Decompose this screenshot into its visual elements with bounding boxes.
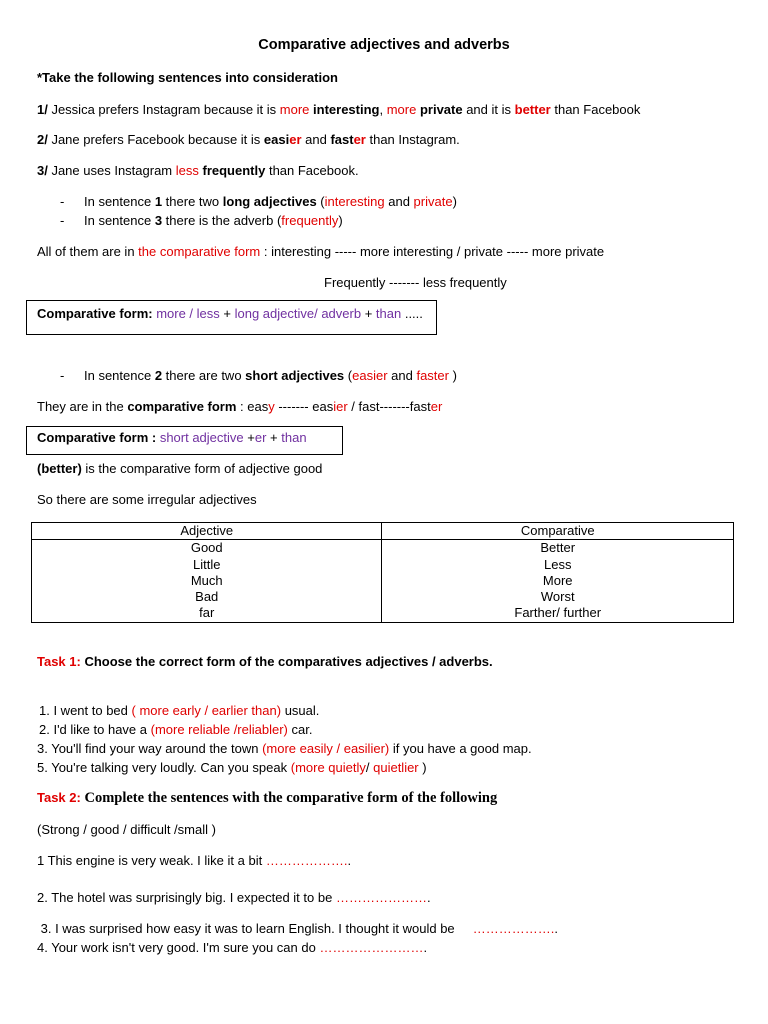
table-cell: Much (32, 573, 382, 589)
better-line: (better) is the comparative form of adjective good (37, 461, 323, 476)
table-cell: Worst (382, 589, 734, 605)
table-cell: Farther/ further (382, 605, 734, 622)
table-row (32, 540, 734, 557)
answer-blank: ………………. (265, 853, 348, 868)
task-2-item: 2. The hotel was surprisingly big. I expected it to be …………………. (37, 890, 431, 905)
irregular-adjectives-table (31, 522, 734, 623)
sentence-number: 2/ (37, 132, 48, 147)
comparative-form-rule-short: Comparative form : short adjective +er + than (37, 430, 307, 445)
task-2-item: 4. Your work isn't very good. I'm sure you can do ……………………. (37, 940, 428, 955)
task-2-item: 1 This engine is very weak. I like it a bit ……………….. (37, 853, 352, 868)
task-2-words: (Strong / good / difficult /small ) (37, 822, 216, 837)
table-row (32, 605, 734, 622)
task-1-heading: Task 1: Choose the correct form of the comparatives adjectives / adverbs. (37, 654, 493, 669)
answer-blank: ………………… (335, 890, 427, 905)
intro-text: *Take the following sentences into consideration (37, 70, 338, 85)
bullet-sentence-3: - In sentence 3 there is the adverb (frequently) (60, 213, 343, 228)
task-1-item: 5. You're talking very loudly. Can you speak (more quietly/ quietlier ) (37, 760, 427, 775)
sentence-3: 3/ Jane uses Instagram less frequently than Facebook. (37, 163, 359, 178)
sentence-number: 1/ (37, 102, 48, 117)
table-row (32, 557, 734, 573)
column-header: Comparative (382, 523, 734, 540)
table-cell: Better (382, 540, 734, 557)
page-title: Comparative adjectives and adverbs (258, 37, 510, 53)
table-cell: far (32, 605, 382, 622)
sentence-1: 1/ Jessica prefers Instagram because it is more interesting, more private and it is better than Facebook (37, 102, 641, 117)
task-2-heading: Task 2: Complete the sentences with the comparative form of the following (37, 790, 498, 806)
task-1-item: 2. I'd like to have a (more reliable /reliabler) car. (39, 722, 313, 737)
task-2-item: 3. I was surprised how easy it was to learn English. I thought it would be ……………….. (37, 921, 558, 936)
irregular-intro: So there are some irregular adjectives (37, 492, 257, 507)
table-cell: More (382, 573, 734, 589)
task-1-item: 3. You'll find your way around the town (more easily / easilier) if you have a good map. (37, 741, 532, 756)
table-cell: Little (32, 557, 382, 573)
table-row (32, 589, 734, 605)
task-1-item: 1. I went to bed ( more early / earlier than) usual. (39, 703, 320, 718)
table-cell: Less (382, 557, 734, 573)
short-form-line: They are in the comparative form : easy ------- easier / fast-------faster (37, 399, 443, 414)
table-header-row (32, 523, 734, 540)
sentence-number: 3/ (37, 163, 48, 178)
column-header: Adjective (32, 523, 382, 540)
table-cell: Bad (32, 589, 382, 605)
bullet-sentence-2: - In sentence 2 there are two short adjectives (easier and faster ) (60, 368, 457, 383)
sentence-2: 2/ Jane prefers Facebook because it is easier and faster than Instagram. (37, 132, 460, 147)
comparative-form-line: All of them are in the comparative form : interesting ----- more interesting / private ----- more private (37, 244, 605, 259)
table-row (32, 573, 734, 589)
answer-blank: ………………. (472, 921, 555, 936)
table-cell: Good (32, 540, 382, 557)
answer-blank: …………………… (319, 940, 424, 955)
comparative-form-rule-long: Comparative form: more / less + long adjective/ adverb + than ..... (37, 306, 423, 321)
bullet-sentence-1: - In sentence 1 there two long adjectives (interesting and private) (60, 194, 457, 209)
frequently-line: Frequently ------- less frequently (324, 275, 507, 290)
